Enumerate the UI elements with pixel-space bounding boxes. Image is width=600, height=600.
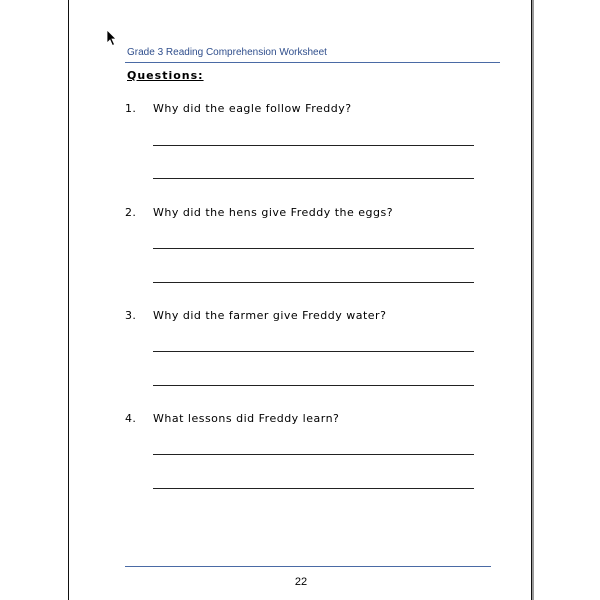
question-number: 1. [125,102,137,115]
question-text: Why did the eagle follow Freddy? [153,102,352,115]
answer-line [153,351,474,352]
question-item [125,309,485,399]
question-item [125,206,485,296]
worksheet-page [68,0,532,600]
question-text: Why did the farmer give Freddy water? [153,309,387,322]
answer-line [153,282,474,283]
question-number: 3. [125,309,137,322]
answer-line [153,248,474,249]
question-item [125,102,485,192]
question-text: Why did the hens give Freddy the eggs? [153,206,394,219]
answer-line [153,454,474,455]
question-text: What lessons did Freddy learn? [153,412,340,425]
answer-line [153,385,474,386]
mouse-pointer-icon [106,29,118,47]
answer-line [153,178,474,179]
question-number: 2. [125,206,137,219]
answer-line [153,145,474,146]
page-header: Grade 3 Reading Comprehension Worksheet [127,47,327,58]
page-number: 22 [294,576,308,588]
header-rule [125,62,500,63]
question-item [125,412,485,502]
answer-line [153,488,474,489]
question-number: 4. [125,412,137,425]
section-title: Questions: [127,69,204,82]
footer-rule [125,566,491,567]
